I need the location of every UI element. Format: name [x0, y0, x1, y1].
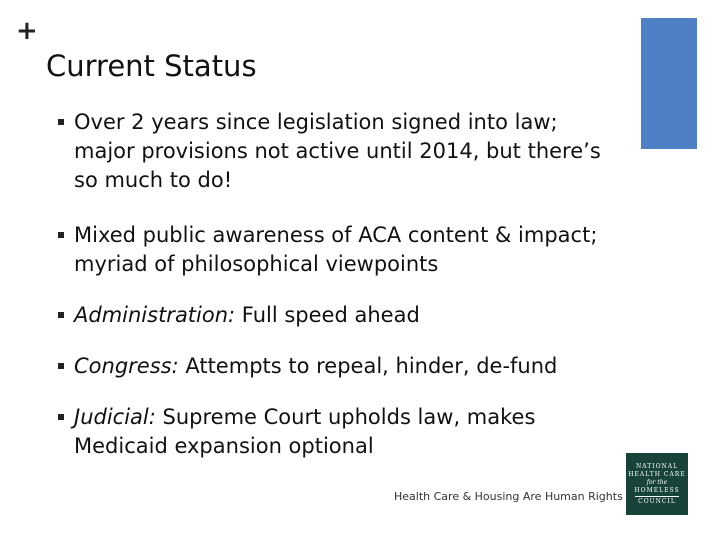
bullet-item — [58, 352, 618, 381]
bullet-lead: Congress: — [74, 354, 179, 378]
logo-line-4: HOMELESS — [634, 486, 680, 494]
square-bullet-icon — [58, 414, 64, 420]
corner-plus-mark: + — [16, 16, 38, 46]
square-bullet-icon — [58, 312, 64, 318]
bullet-lead: Judicial: — [74, 405, 156, 429]
bullet-item — [58, 301, 618, 330]
logo-line-1: NATIONAL — [635, 462, 679, 470]
logo-line-3: for the — [646, 478, 668, 486]
slide-title: Current Status — [46, 49, 257, 83]
bullet-text: Attempts to repeal, hinder, de-fund — [178, 354, 558, 378]
bullet-text: Supreme Court upholds law, makes Medicaid expansion optional — [74, 405, 536, 458]
council-logo — [626, 453, 688, 515]
footer-tagline: Health Care & Housing Are Human Rights — [394, 490, 623, 503]
square-bullet-icon — [58, 363, 64, 369]
accent-bar — [641, 18, 697, 149]
logo-line-5: COUNCIL — [638, 497, 676, 505]
bullet-item — [58, 108, 618, 195]
square-bullet-icon — [58, 119, 64, 125]
logo-line-2: HEALTH CARE — [628, 470, 686, 478]
bullet-text: Full speed ahead — [235, 303, 420, 327]
bullet-item — [58, 221, 618, 279]
bullet-item — [58, 403, 618, 461]
square-bullet-icon — [58, 232, 64, 238]
bullet-list — [58, 108, 618, 461]
bullet-text: Mixed public awareness of ACA content & impact; myriad of philosophical viewpoints — [74, 223, 598, 276]
bullet-text: Over 2 years since legislation signed into law; major provisions not active until 2014, but there’s so much to do! — [74, 110, 601, 192]
logo-divider — [635, 496, 679, 497]
bullet-lead: Administration: — [74, 303, 236, 327]
